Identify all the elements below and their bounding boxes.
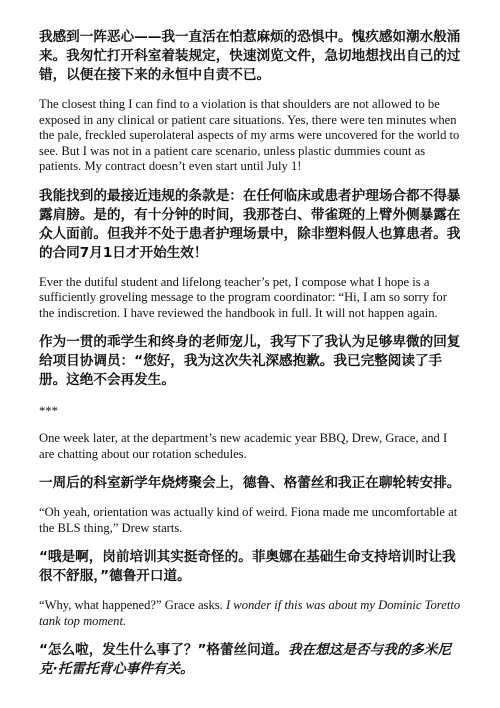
paragraph-zh-6 <box>39 641 463 679</box>
dialogue-text: “怎么啦，发生什么事了？”格蕾丝问道。 <box>39 642 288 658</box>
document-page <box>39 28 463 679</box>
dialogue-text: “Why, what happened?” Grace asks. <box>39 598 223 612</box>
inner-thought-text: I wonder if this was about my Dominic Toretto tank top moment. <box>39 598 461 628</box>
paragraph-en-3: One week later, at the department’s new academic year BBQ, Drew, Grace, and I are chatting about our rotation schedules. <box>39 431 448 461</box>
paragraph-en-4: “Oh yeah, orientation was actually kind of weird. Fiona made me uncomfortable at the BLS thing,” Drew starts. <box>39 505 458 535</box>
inner-thought-text: 我在想这是否与我的多米尼克·托雷托背心事件有关。 <box>39 642 452 677</box>
paragraph-zh-3: 作为一贯的乖学生和终身的老师宠儿，我写下了我认为足够卑微的回复给项目协调员：“您好，我为这次失礼深感抱歉。我已完整阅读了手册。这绝不会再发生。 <box>39 334 461 388</box>
section-separator: *** <box>39 404 58 418</box>
paragraph-zh-4: 一周后的科室新学年烧烤聚会上，德鲁、格蕾丝和我正在聊轮转安排。 <box>39 475 461 491</box>
paragraph-en-2: Ever the dutiful student and lifelong teacher’s pet, I compose what I hope is a sufficiently groveling message to the program coordinator: “Hi, I am so sorry for the indiscretion. I have reviewed the handbook in full. It will not happen again. <box>39 274 447 320</box>
paragraph-en-1: The closest thing I can find to a violation is that shoulders are not allowed to be exposed in any clinical or patient care situations. Yes, there were ten minutes when the pale, freckled superolateral aspects of my arms were uncovered for the world to see. But I was not in a patient care scenario, unless plastic dummies count as patients. My contract doesn’t even start until July 1! <box>39 97 460 173</box>
paragraph-zh-1: 我感到一阵恶心——我一直活在怕惹麻烦的恐惧中。愧疚感如潮水般涌来。我匆忙打开科室着装规定，快速浏览文件，急切地想找出自己的过错，以便在接下来的永恒中自责不已。 <box>39 29 461 83</box>
paragraph-zh-5: “哦是啊，岗前培训其实挺奇怪的。菲奥娜在基础生命支持培训时让我很不舒服，”德鲁开口道。 <box>39 549 456 584</box>
paragraph-en-5 <box>39 598 463 629</box>
paragraph-zh-2: 我能找到的最接近违规的条款是：在任何临床或患者护理场合都不得暴露肩膀。是的，有十分钟的时间，我那苍白、带雀斑的上臂外侧暴露在众人面前。但我并不处于患者护理场景中，除非塑料假人也算患者。我的合同7月1日才开始生效！ <box>39 187 461 261</box>
